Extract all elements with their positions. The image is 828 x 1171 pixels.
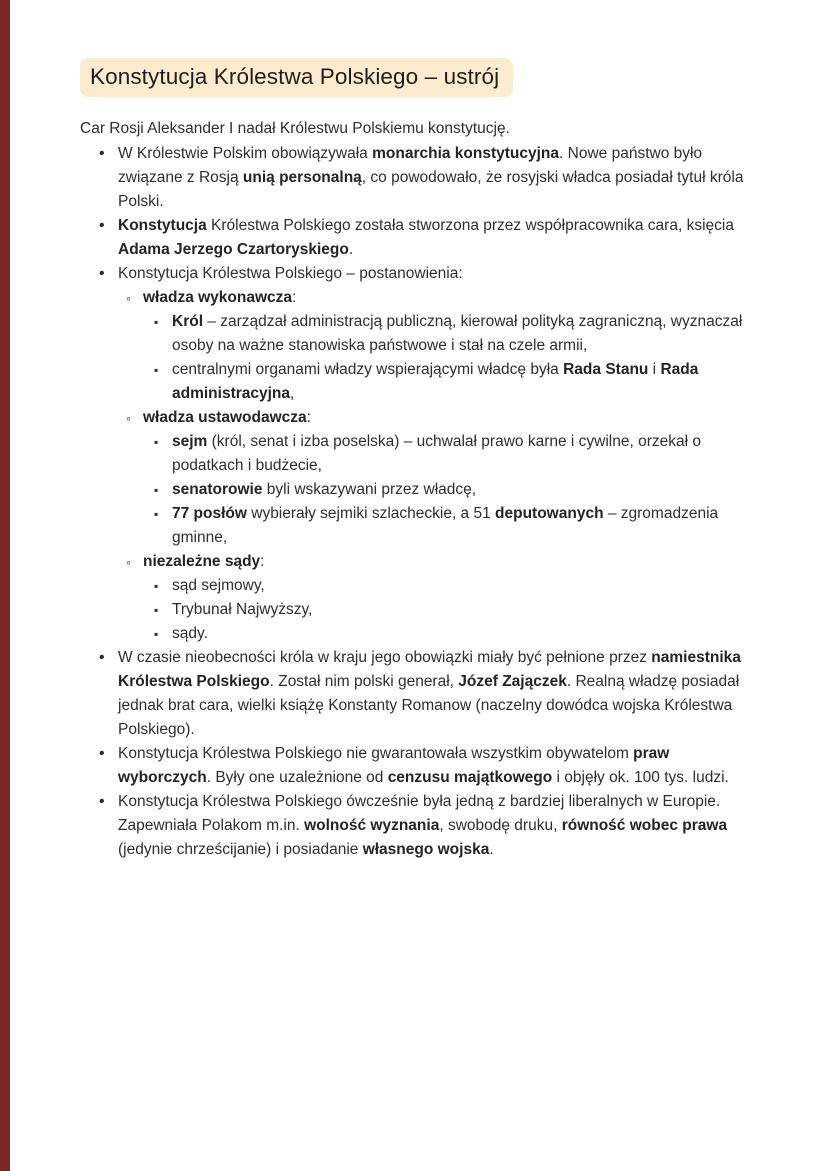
bullet-icon: ◦ — [126, 290, 131, 306]
list-item — [80, 310, 750, 358]
list-item-text: niezależne sądy: — [143, 553, 265, 570]
list-item — [80, 550, 750, 574]
list-item-text: Konstytucja Królestwa Polskiego – postanowienia: — [118, 265, 463, 282]
list-item-text: W Królestwie Polskim obowiązywała monarchia konstytucyjna. Nowe państwo było związane z Rosją unią personalną, co powodowało, że rosyjski władca posiadał tytuł króla Polski. — [118, 145, 744, 210]
list-item-text: sejm (król, senat i izba poselska) – uchwalał prawo karne i cywilne, orzekał o podatkach i budżecie, — [172, 433, 701, 474]
list-item — [80, 622, 750, 646]
list-item-text: Konstytucja Królestwa Polskiego nie gwarantowała wszystkim obywatelom praw wyborczych. Były one uzależnione od cenzusu majątkowego i objęły ok. 100 tys. ludzi. — [118, 745, 729, 786]
list-item-text: władza ustawodawcza: — [143, 409, 311, 426]
title-highlight: Konstytucja Królestwa Polskiego – ustrój — [80, 58, 513, 97]
bullet-icon: • — [99, 217, 105, 234]
list-item-text: władza wykonawcza: — [143, 289, 297, 306]
list-item-text: senatorowie byli wskazywani przez władcę, — [172, 481, 477, 498]
bullet-icon: ▪ — [154, 483, 159, 497]
bullet-icon: ▪ — [154, 627, 159, 641]
list-item-text: 77 posłów wybierały sejmiki szlacheckie, a 51 deputowanych – zgromadzenia gminne, — [172, 505, 719, 546]
list-item-text: sąd sejmowy, — [172, 577, 265, 594]
bullet-icon: • — [99, 793, 105, 810]
bullet-icon: ▪ — [154, 603, 159, 617]
bullet-icon: ▪ — [154, 363, 159, 377]
list-item — [80, 598, 750, 622]
list-item — [80, 502, 750, 550]
list-item-text: Król – zarządzał administracją publiczną, kierował polityką zagraniczną, wyznaczał osoby na ważne stanowiska państwowe i stał na czele armii, — [172, 313, 743, 354]
list-item — [80, 790, 750, 862]
list-item — [80, 262, 750, 286]
list-item — [80, 406, 750, 430]
bullet-icon: ▪ — [154, 579, 159, 593]
bullet-icon: ◦ — [126, 554, 131, 570]
page-title — [80, 58, 750, 97]
list-item — [80, 214, 750, 262]
bullet-list — [80, 142, 750, 862]
list-item-text: Trybunał Najwyższy, — [172, 601, 313, 618]
list-item-text: Konstytucja Królestwa Polskiego ówcześnie była jedną z bardziej liberalnych w Europie. Zapewniała Polakom m.in. wolność wyznania, swobodę druku, równość wobec prawa (jedynie chrześcijanie) i posiadanie własnego wojska. — [118, 793, 728, 858]
page-spine-bar — [0, 0, 10, 1171]
list-item-text: centralnymi organami władzy wspierającymi władcę była Rada Stanu i Rada administracyjna, — [172, 361, 699, 402]
list-item-text: sądy. — [172, 625, 208, 642]
list-item — [80, 478, 750, 502]
list-item-text: W czasie nieobecności króla w kraju jego obowiązki miały być pełnione przez namiestnika Królestwa Polskiego. Został nim polski generał, Józef Zajączek. Realną władzę posiadał jednak brat cara, wielki książę Konstanty Romanow (naczelny dowódca wojska Królestwa Polskiego). — [118, 649, 741, 738]
bullet-icon: ▪ — [154, 507, 159, 521]
list-item-text: Konstytucja Królestwa Polskiego została stworzona przez współpracownika cara, księcia Adama Jerzego Czartoryskiego. — [118, 217, 734, 258]
bullet-icon: • — [99, 145, 105, 162]
intro-paragraph: Car Rosji Aleksander I nadał Królestwu Polskiemu konstytucję. — [80, 120, 510, 137]
list-item — [80, 286, 750, 310]
bullet-icon: • — [99, 745, 105, 762]
list-item — [80, 358, 750, 406]
bullet-icon: ▪ — [154, 315, 159, 329]
list-item — [80, 742, 750, 790]
bullet-icon: • — [99, 265, 105, 282]
list-item — [80, 430, 750, 478]
bullet-icon: ▪ — [154, 435, 159, 449]
bullet-icon: • — [99, 649, 105, 666]
list-item — [80, 142, 750, 214]
list-item — [80, 574, 750, 598]
list-item — [80, 646, 750, 742]
bullet-icon: ◦ — [126, 410, 131, 426]
